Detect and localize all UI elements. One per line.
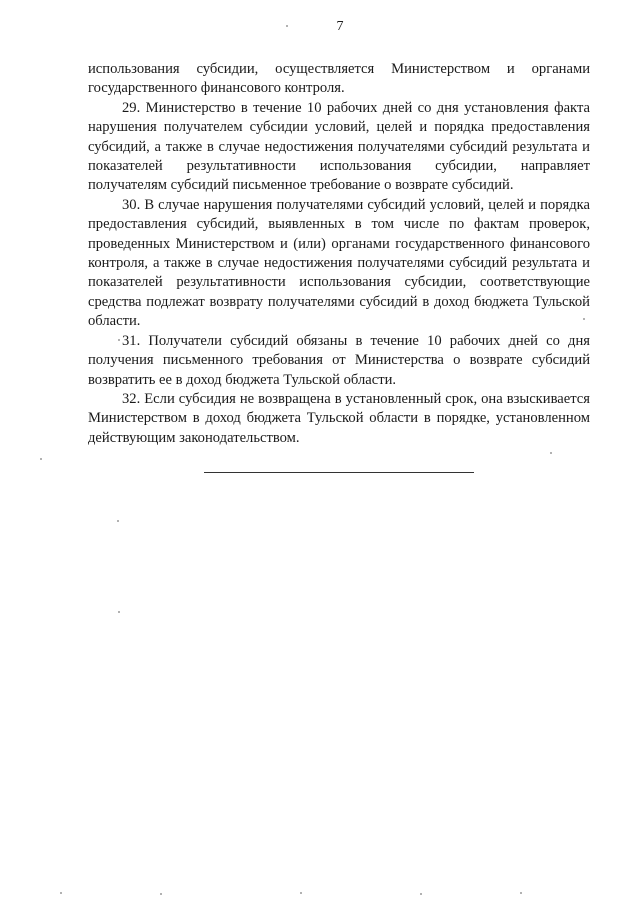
- scan-speck: [117, 520, 119, 522]
- end-of-document-rule: [204, 472, 474, 473]
- paragraph-31: 31. Получатели субсидий обязаны в течение 10 рабочих дней со дня получения письменного требования от Министерства о возврате субсидий возвратить ее в доход бюджета Тульской области.: [88, 332, 590, 388]
- page-number: 7: [336, 19, 344, 34]
- paragraph-29: 29. Министерство в течение 10 рабочих дней со дня установления факта нарушения получателем субсидии условий, целей и порядка предоставления субсидий, а также в случае недостижения получателями субсидий результата и показателей результативности использования субсидии, направляет получателям субсидий письменное требование о возврате субсидий.: [88, 99, 590, 194]
- scan-speck: [118, 611, 120, 613]
- scan-speck: [520, 892, 522, 894]
- scan-speck: [583, 318, 585, 320]
- scan-speck: [550, 452, 552, 454]
- paragraph-30: 30. В случае нарушения получателями субсидий условий, целей и порядка предоставления субсидий, выявленных в том числе по фактам проверок, проведенных Министерством и (или) органами государственного финансового контроля, а также в случае недостижения получателями субсидий результата и показателей результативности использования субсидии, соответствующие средства подлежат возврату получателями субсидий в доход бюджета Тульской области.: [88, 196, 590, 330]
- scan-speck: [60, 892, 62, 894]
- scan-speck: [160, 893, 162, 895]
- document-body: [88, 60, 590, 448]
- scan-speck: [300, 892, 302, 894]
- paragraph-continuation: использования субсидии, осуществляется Министерством и органами государственного финансового контроля.: [88, 61, 590, 97]
- scan-speck: [286, 25, 288, 27]
- scan-speck: [118, 339, 120, 341]
- scan-speck: [40, 458, 42, 460]
- paragraph-32: 32. Если субсидия не возвращена в установленный срок, она взыскивается Министерством в доход бюджета Тульской области в порядке, установленном действующим законодательством.: [88, 390, 590, 446]
- scan-speck: [420, 893, 422, 895]
